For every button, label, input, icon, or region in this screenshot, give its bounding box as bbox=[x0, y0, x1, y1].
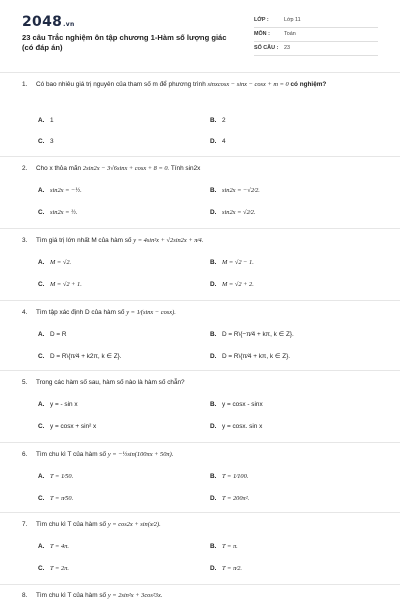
option-b[interactable]: B. y = cosx - sinx bbox=[210, 401, 263, 408]
option-c[interactable]: C. M = √2 + 1. bbox=[38, 281, 82, 288]
option-a[interactable]: A. sin2x = −½. bbox=[38, 187, 82, 194]
page-title: 23 câu Trắc nghiệm ôn tập chương 1-Hàm số lượng giác (có đáp án) bbox=[22, 33, 227, 52]
option-d[interactable]: D. 4 bbox=[210, 138, 226, 145]
question-stem: 8. Tìm chu kì T của hàm số y = 2sin²x + 3cos²3x. bbox=[22, 592, 163, 599]
divider bbox=[0, 512, 400, 513]
option-c[interactable]: C. T = 2π. bbox=[38, 565, 69, 572]
option-b[interactable]: B. M = √2 − 1. bbox=[210, 259, 254, 266]
question-stem: 1. Có bao nhiêu giá trị nguyên của tham số m để phương trình sinxcosx − sinx − cosx + m = 0 có nghiệm? bbox=[22, 81, 327, 88]
page-header bbox=[0, 0, 400, 68]
option-a[interactable]: A. 1 bbox=[38, 117, 54, 124]
option-a[interactable]: A. M = √2. bbox=[38, 259, 72, 266]
question-stem: 4. Tìm tập xác định D của hàm số y = 1⁄(sinx − cosx). bbox=[22, 309, 176, 316]
divider bbox=[0, 370, 400, 371]
divider bbox=[0, 300, 400, 301]
option-c[interactable]: C. y = cosx + sin² x bbox=[38, 423, 97, 430]
meta-class: LỚP : Lớp 11 bbox=[254, 16, 378, 28]
meta-question-count: SỐ CÂU : 23 bbox=[254, 44, 378, 56]
option-a[interactable]: A. T = 4π. bbox=[38, 543, 69, 550]
divider bbox=[0, 584, 400, 585]
option-c[interactable]: C. T = π⁄50. bbox=[38, 495, 74, 502]
option-b[interactable]: B. T = 1⁄100. bbox=[210, 473, 249, 480]
option-b[interactable]: B. 2 bbox=[210, 117, 226, 124]
option-a[interactable]: A. D = R bbox=[38, 331, 67, 338]
question-stem: 2. Cho x thỏa mãn 2sin2x − 3√6sinx + cosx + 8 = 0. Tính sin2x bbox=[22, 165, 201, 172]
question-stem: 6. Tìm chu kì T của hàm số y = −½sin(100πx + 50π). bbox=[22, 451, 174, 458]
question-stem: 7. Tìm chu kì T của hàm số y = cos2x + sin(x⁄2). bbox=[22, 521, 161, 528]
option-b[interactable]: B. T = π. bbox=[210, 543, 238, 550]
option-d[interactable]: D. D = R\{π⁄4 + kπ, k ∈ Z}. bbox=[210, 353, 291, 360]
question-stem: 3. Tìm giá trị lớn nhất M của hàm số y = 4sin²x + √2sin2x + π⁄4. bbox=[22, 237, 204, 244]
option-c[interactable]: C. 3 bbox=[38, 138, 54, 145]
option-b[interactable]: B. D = R\{−π⁄4 + kπ, k ∈ Z}. bbox=[210, 331, 294, 338]
divider bbox=[0, 228, 400, 229]
option-a[interactable]: A. y = - sin x bbox=[38, 401, 78, 408]
option-c[interactable]: C. D = R\{π⁄4 + k2π, k ∈ Z}. bbox=[38, 353, 122, 360]
option-b[interactable]: B. sin2x = −√2⁄2. bbox=[210, 187, 260, 194]
divider bbox=[0, 442, 400, 443]
meta-subject: MÔN : Toán bbox=[254, 30, 378, 42]
option-a[interactable]: A. T = 1⁄50. bbox=[38, 473, 74, 480]
divider bbox=[0, 72, 400, 73]
divider bbox=[0, 156, 400, 157]
option-d[interactable]: D. M = √2 + 2. bbox=[210, 281, 254, 288]
question-stem: 5. Trong các hàm số sau, hàm số nào là hàm số chẵn? bbox=[22, 379, 185, 386]
site-logo[interactable]: 2048.vn bbox=[22, 14, 75, 30]
option-d[interactable]: D. sin2x = √2⁄2. bbox=[210, 209, 256, 216]
option-d[interactable]: D. T = π⁄2. bbox=[210, 565, 243, 572]
option-d[interactable]: D. y = cosx. sin x bbox=[210, 423, 263, 430]
option-c[interactable]: C. sin2x = ½. bbox=[38, 209, 78, 216]
option-d[interactable]: D. T = 200π². bbox=[210, 495, 250, 502]
